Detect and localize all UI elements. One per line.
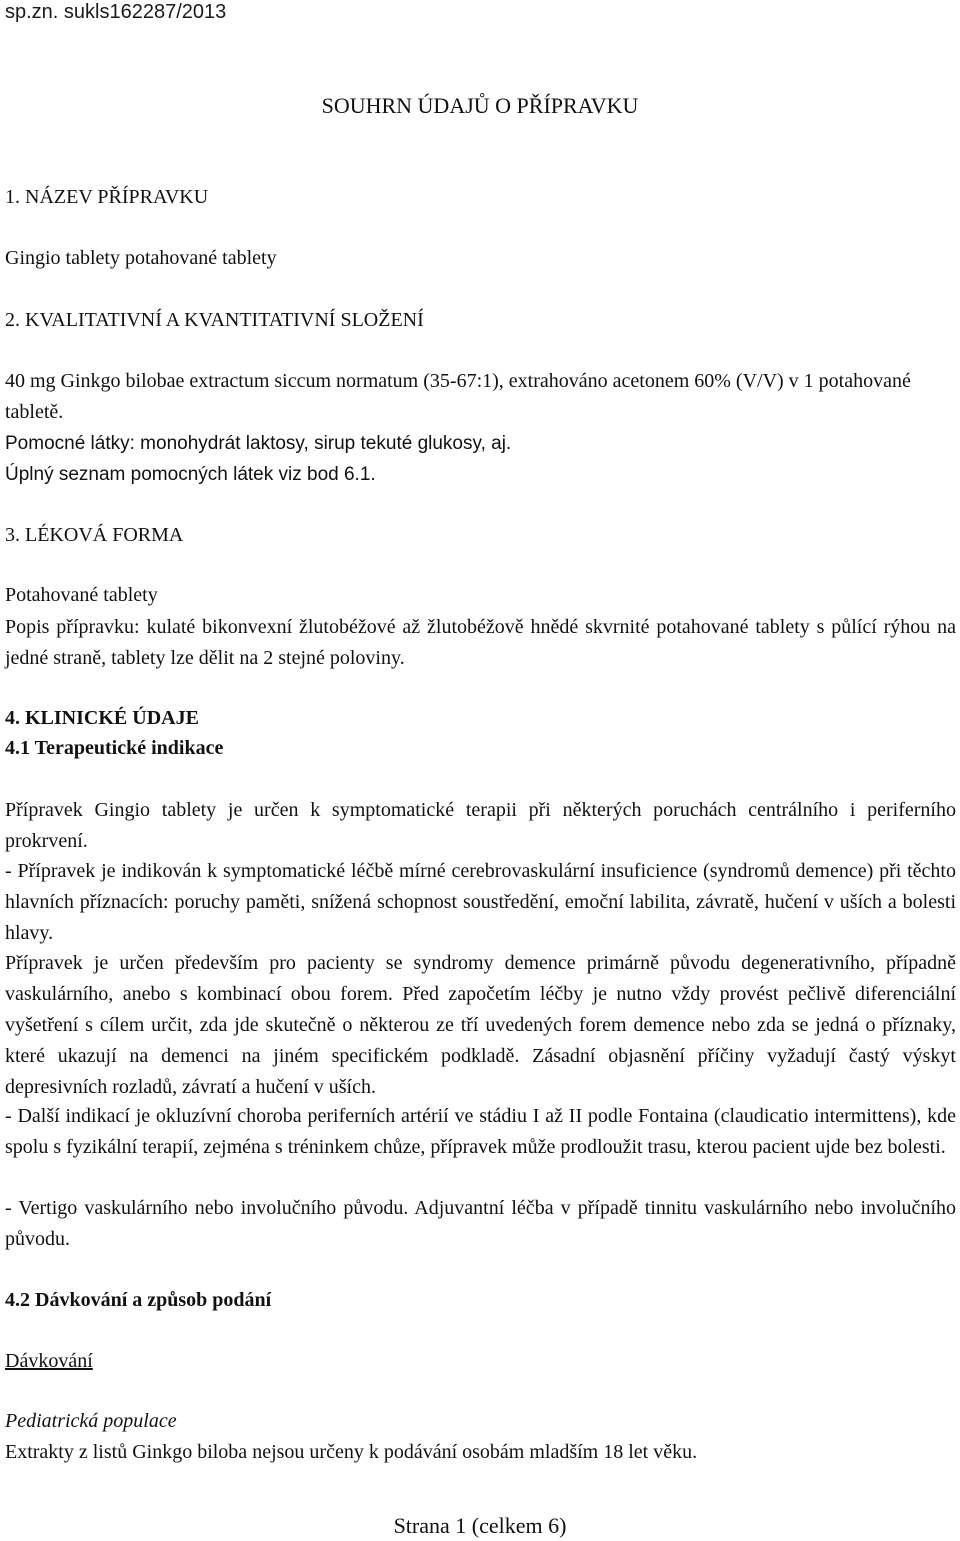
composition-text: 40 mg Ginkgo bilobae extractum siccum normatum (35-67:1), extrahováno acetonem 60% (V/V) v 1 potahované tabletě.	[5, 370, 911, 423]
page-footer: Strana 1 (celkem 6)	[393, 1513, 567, 1538]
section-3-heading: 3. LÉKOVÁ FORMA	[5, 524, 184, 546]
subsection-4-1-heading: 4.1 Terapeutické indikace	[5, 737, 224, 759]
reference-number: sp.zn. sukls162287/2013	[5, 1, 227, 23]
indication-paragraph-2: - Přípravek je indikován k symptomatické léčbě mírné cerebrovaskulární insuficience (syndromů demence) při těchto hlavních příznacích: poruchy paměti, snížená schopnost soustředění, emoční labilita, závratě, hučení v uších a bolesti hlavy.	[5, 860, 956, 944]
pediatric-text: Extrakty z listů Ginkgo biloba nejsou určeny k podávání osobám mladším 18 let věku.	[5, 1441, 698, 1463]
indication-paragraph-1: Přípravek Gingio tablety je určen k symptomatické terapii při některých poruchách centrálního i periferního prokrvení.	[5, 799, 956, 852]
dosing-heading	[5, 1346, 955, 1377]
document-title: SOUHRN ÚDAJŮ O PŘÍPRAVKU	[321, 93, 639, 118]
indication-paragraph-5: - Vertigo vaskulárního nebo involučního původu. Adjuvantní léčba v případě tinnitu vaskulárního nebo involučního původu.	[5, 1197, 956, 1250]
indication-paragraph-4: - Další indikací je okluzívní choroba periferních artérií ve stádiu I až II podle Fontaina (claudicatio intermittens), kde spolu s fyzikální terapií, zejména s tréninkem chůze, přípravek může prodloužit trasu, kterou pacient ujde bez bolesti.	[5, 1105, 956, 1158]
section-1-heading: 1. NÁZEV PŘÍPRAVKU	[5, 186, 209, 208]
product-name: Gingio tablety potahované tablety	[5, 247, 277, 269]
subsection-4-2-heading: 4.2 Dávkování a způsob podání	[5, 1289, 272, 1311]
section-4-heading: 4. KLINICKÉ ÚDAJE	[5, 707, 199, 729]
excipients-text: Pomocné látky: monohydrát laktosy, sirup tekuté glukosy, aj.	[5, 433, 512, 454]
pharmaceutical-form: Potahované tablety	[5, 584, 158, 606]
dosing-label: Dávkování	[5, 1350, 93, 1372]
section-2-heading: 2. KVALITATIVNÍ A KVANTITATIVNÍ SLOŽENÍ	[5, 309, 424, 331]
pediatric-heading: Pediatrická populace	[5, 1410, 177, 1432]
product-description: Popis přípravku: kulaté bikonvexní žlutobéžové až žlutobéžově hnědé skvrnité potahované tablety s půlící rýhou na jedné straně, tablety lze dělit na 2 stejné poloviny.	[5, 616, 956, 669]
indication-paragraph-3: Přípravek je určen především pro pacienty se syndromy demence primárně původu degenerativního, případně vaskulárního, anebo s kombinací obou forem. Před započetím léčby je nutno vždy provést pečlivě diferenciální vyšetření s cílem určit, zda jde skutečně o některou ze tří uvedených forem demence nebo zda se jedná o příznaky, které ukazují na demenci na jiném specifickém podkladě. Zásadní objasnění příčiny vyžadují častý výskyt depresivních rozladů, závratí a hučení v uších.	[5, 952, 956, 1098]
excipients-full-list: Úplný seznam pomocných látek viz bod 6.1.	[5, 464, 376, 485]
